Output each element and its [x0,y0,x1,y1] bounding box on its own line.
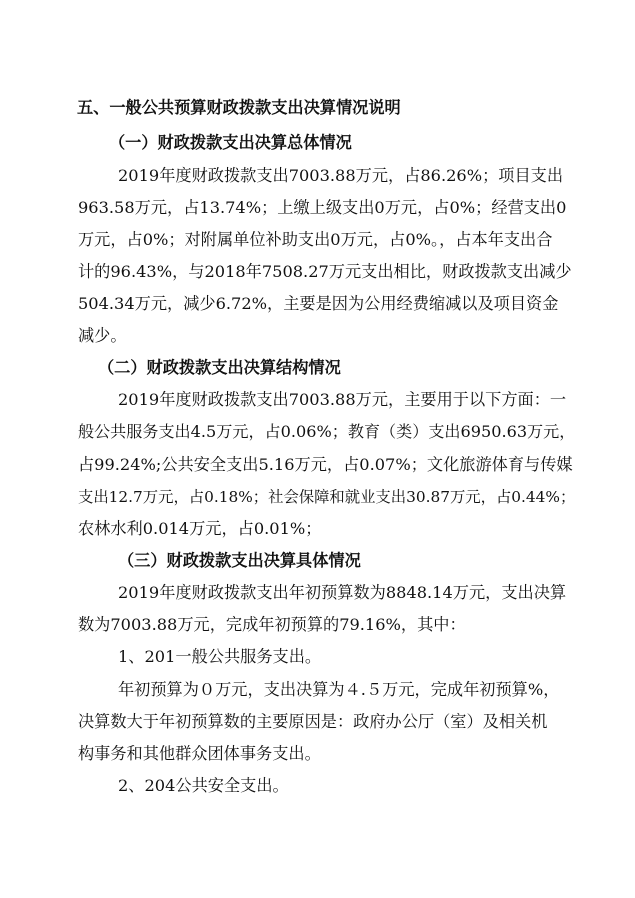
subsection-heading-3: （三）财政拨款支出决算具体情况 [118,551,361,570]
paragraph-line: 2019年度财政拨款支出年初预算数为8848.14万元，支出决算 [118,583,567,602]
list-item: 1、201一般公共服务支出。 [118,647,322,666]
paragraph-line: 963.58万元，占13.74%；上缴上级支出0万元，占0%；经营支出0 [78,198,567,217]
paragraph-line: 减少。 [78,326,127,345]
paragraph-line: 计的96.43%，与2018年7508.27万元支出相比，财政拨款支出减少 [78,262,572,281]
paragraph-line: 数为7003.88万元，完成年初预算的79.16%，其中： [78,615,466,634]
paragraph-line: 占99.24%;公共安全支出5.16万元，占0.07%；文化旅游体育与传媒 [78,455,573,474]
paragraph-line: 农林水利0.014万元，占0.01%； [78,519,322,538]
paragraph-line: 万元，占0%；对附属单位补助支出0万元，占0%。，占本年支出合 [78,230,553,249]
subsection-heading-2: （二）财政拨款支出决算结构情况 [98,358,341,377]
paragraph-line: 构事务和其他群众团体事务支出。 [78,744,321,763]
paragraph-line: 支出12.7万元，占0.18%；社会保障和就业支出30.87万元，占0.44%； [78,488,576,506]
paragraph-line: 般公共服务支出4.5万元，占0.06%；教育（类）支出6950.63万元， [78,422,576,441]
section-title: 五、一般公共预算财政拨款支出决算情况说明 [77,98,401,117]
paragraph-line: 2019年度财政拨款支出7003.88万元，主要用于以下方面：一 [118,390,567,409]
paragraph-line: 年初预算为０万元，支出决算为４.５万元，完成年初预算%， [118,680,560,699]
subsection-heading-1: （一）财政拨款支出决算总体情况 [109,133,352,152]
paragraph-line: 2019年度财政拨款支出7003.88万元，占86.26%；项目支出 [118,166,564,185]
paragraph-line: 504.34万元，减少6.72%，主要是因为公用经费缩减以及项目资金 [78,294,559,313]
list-item: 2、204公共安全支出。 [118,776,289,795]
paragraph-line: 决算数大于年初预算数的主要原因是：政府办公厅（室）及相关机 [78,712,548,731]
